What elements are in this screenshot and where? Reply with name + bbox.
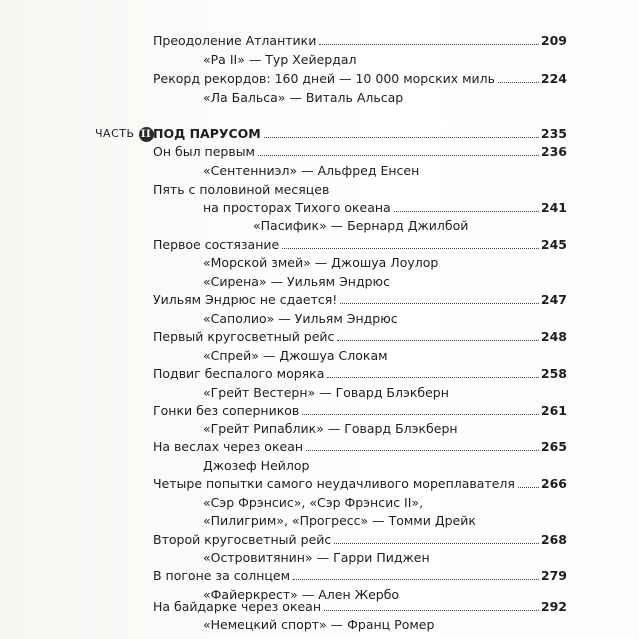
toc-subentry — [0, 548, 639, 568]
toc-entry — [0, 235, 639, 255]
toc-entry — [0, 69, 639, 89]
entry-title: Первый кругосветный рейс — [153, 329, 335, 344]
toc-subentry — [0, 346, 639, 366]
entry-title: На байдарке через океан — [153, 599, 322, 614]
entry-title: Гонки без соперников — [153, 403, 300, 418]
page-number: 209 — [540, 33, 567, 48]
part-title: ПОД ПАРУСОМ — [153, 126, 261, 141]
entry-title: Он был первым — [153, 144, 255, 159]
entry-title: На веслах через океан — [153, 439, 304, 454]
toc-entry — [0, 364, 639, 384]
page-number: 224 — [540, 71, 567, 86]
entry-title: Подвиг беспалого моряка — [153, 366, 325, 381]
toc-subentry — [0, 253, 639, 273]
toc-subentry — [0, 88, 639, 108]
toc-entry — [0, 180, 639, 200]
toc-subentry — [0, 50, 639, 70]
toc-subentry — [0, 419, 639, 439]
dot-leader — [306, 449, 539, 451]
page-number: 279 — [540, 568, 567, 583]
toc-entry — [0, 437, 639, 457]
page-number: 265 — [540, 439, 567, 454]
toc-subentry — [0, 272, 639, 292]
dot-leader — [340, 302, 539, 304]
toc-entry — [0, 31, 639, 51]
toc-entry — [0, 474, 639, 494]
vessel-and-sailor: «Сирена» — Уильям Эндрюс — [203, 274, 390, 289]
toc-entry — [0, 597, 639, 617]
dot-leader — [264, 136, 539, 138]
dot-leader — [282, 247, 539, 249]
entry-title: Четыре попытки самого неудачливого мореплавателя — [153, 476, 515, 491]
toc-subentry — [0, 309, 639, 329]
dot-leader — [334, 542, 539, 544]
dot-leader — [319, 43, 539, 45]
entry-title: Пять с половиной месяцев — [153, 182, 330, 197]
vessel-and-sailor: «Грейт Вестерн» — Говард Блэкберн — [203, 385, 449, 400]
toc-entry — [0, 290, 639, 310]
dot-leader — [498, 81, 539, 83]
dot-leader — [518, 486, 539, 488]
page-number: 258 — [540, 366, 567, 381]
part-word: ЧАСТЬ — [95, 127, 135, 140]
vessel-and-sailor: «Пилигрим», «Прогресс» — Томми Дрейк — [203, 513, 476, 528]
page-number: 235 — [540, 126, 567, 141]
dot-leader — [394, 210, 539, 212]
toc-subentry — [0, 511, 639, 531]
toc-entry — [0, 327, 639, 347]
entry-title: Преодоление Атлантики — [153, 33, 317, 48]
dot-leader — [293, 578, 539, 580]
page-number: 236 — [540, 144, 567, 159]
vessel-and-sailor: «Ра II» — Тур Хейердал — [203, 52, 357, 67]
page-number: 292 — [540, 599, 567, 614]
page-number: 241 — [540, 200, 567, 215]
entry-title: В погоне за солнцем — [153, 568, 291, 583]
sailor-name: Джозеф Нейлор — [203, 458, 310, 473]
toc-subentry — [0, 493, 639, 513]
toc-subentry — [0, 615, 639, 635]
page-number: 261 — [540, 403, 567, 418]
entry-title: Рекорд рекордов: 160 дней — 10 000 морских миль — [153, 71, 496, 86]
toc-entry — [0, 566, 639, 586]
page-number: 245 — [540, 237, 567, 252]
vessel-and-sailor: «Островитянин» — Гарри Пиджен — [203, 550, 430, 565]
vessel-and-sailor: «Сэр Фрэнсис», «Сэр Фрэнсис II», — [203, 495, 424, 510]
entry-title: Уильям Эндрюс не сдается! — [153, 292, 338, 307]
toc-entry-continued — [0, 198, 639, 218]
vessel-and-sailor: «Спрей» — Джошуа Слокам — [203, 348, 388, 363]
vessel-and-sailor: «Ла Бальса» — Виталь Альсар — [203, 90, 404, 105]
toc-entry — [0, 401, 639, 421]
page-number: 247 — [540, 292, 567, 307]
vessel-and-sailor: «Файеркрест» — Ален Жербо — [203, 587, 400, 602]
toc-entry — [0, 530, 639, 550]
part-label — [95, 124, 154, 144]
toc-subentry — [0, 383, 639, 403]
dot-leader — [258, 154, 539, 156]
page-number: 248 — [540, 329, 567, 344]
dot-leader — [324, 609, 539, 611]
entry-title: Второй кругосветный рейс — [153, 532, 332, 547]
entry-title: на просторах Тихого океана — [203, 200, 391, 215]
toc-subentry — [0, 161, 639, 181]
vessel-and-sailor: «Сентенниэл» — Альфред Енсен — [203, 163, 420, 178]
toc-subentry — [0, 216, 639, 236]
vessel-and-sailor: «Саполио» — Уильям Эндрюс — [203, 311, 398, 326]
dot-leader — [337, 339, 538, 341]
part-heading — [0, 124, 639, 144]
vessel-and-sailor: «Пасифик» — Бернард Джилбой — [253, 218, 469, 233]
vessel-and-sailor: «Немецкий спорт» — Франц Ромер — [203, 617, 435, 632]
entry-title: Первое состязание — [153, 237, 280, 252]
dot-leader — [302, 413, 539, 415]
page-number: 268 — [540, 532, 567, 547]
toc-subentry — [0, 456, 639, 476]
dot-leader — [327, 376, 539, 378]
vessel-and-sailor: «Морской змей» — Джошуа Лоулор — [203, 255, 439, 270]
page-number: 266 — [540, 476, 567, 491]
part-numeral-badge: II — [139, 127, 154, 142]
toc-entry — [0, 142, 639, 162]
vessel-and-sailor: «Грейт Рипаблик» — Говард Блэкберн — [203, 421, 458, 436]
